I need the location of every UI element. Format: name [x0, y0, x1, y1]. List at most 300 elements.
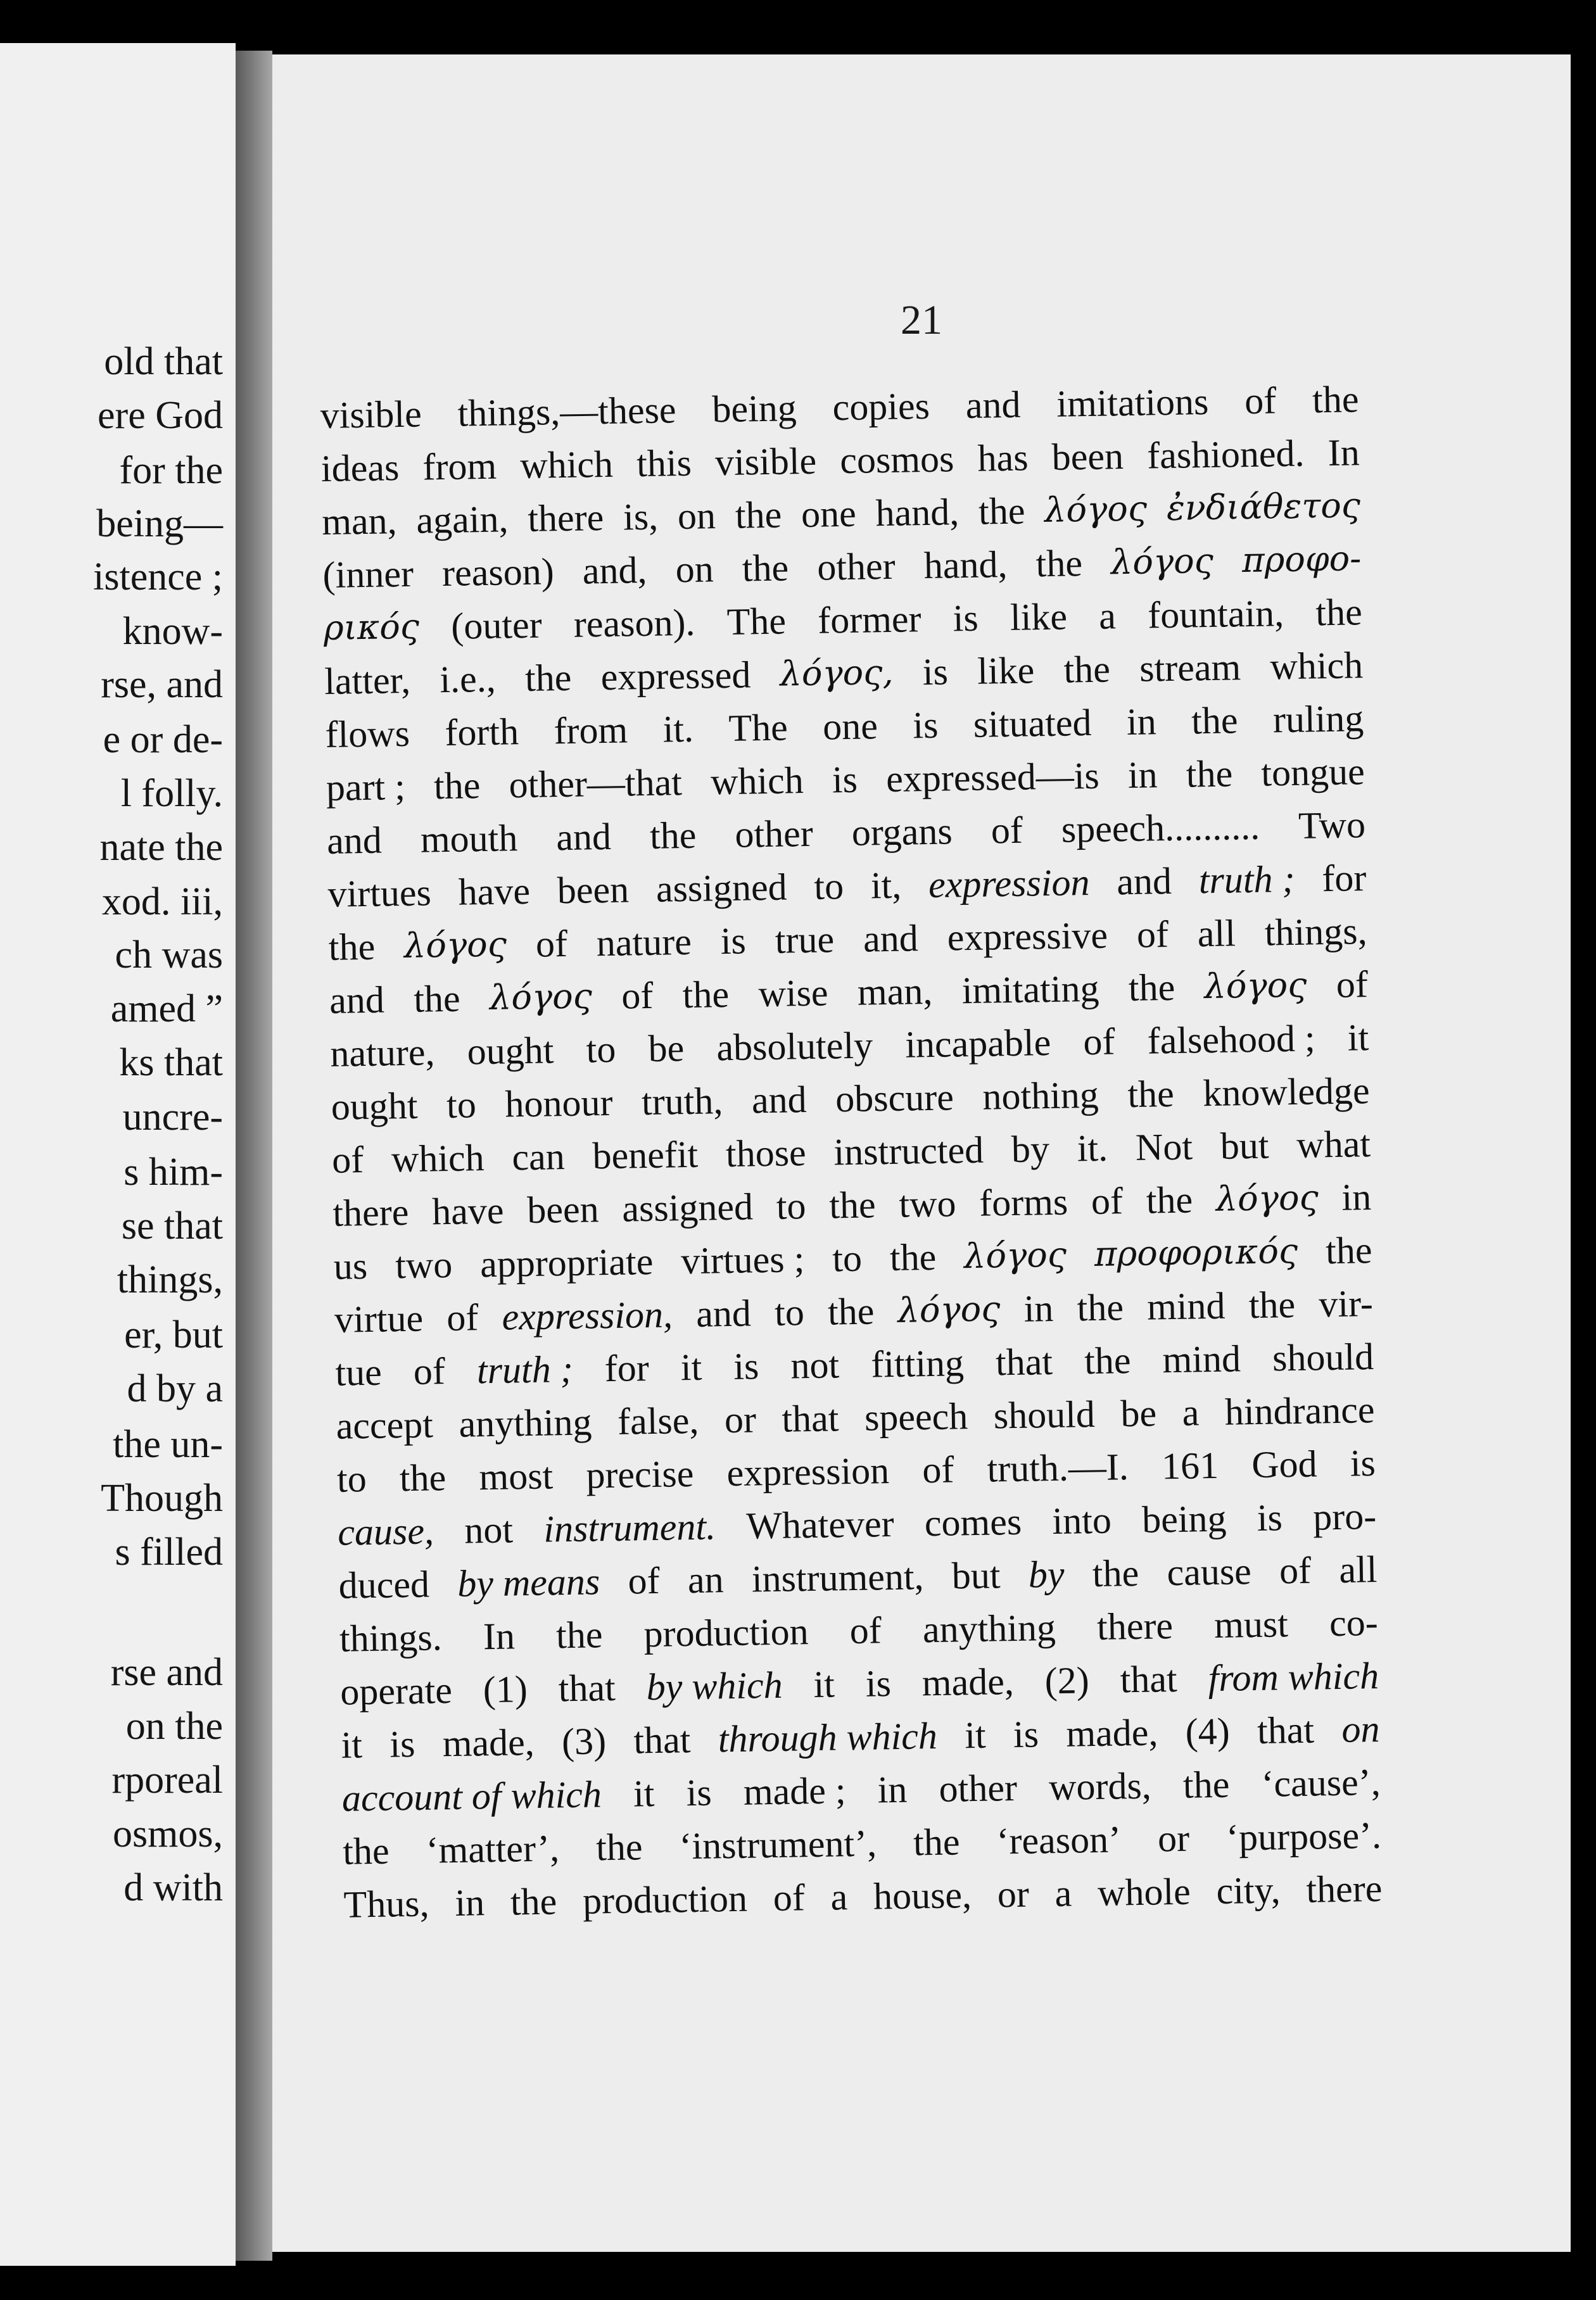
- word: those: [725, 1132, 807, 1175]
- word: of: [331, 1139, 364, 1181]
- left-page-fragment: things,: [117, 1258, 223, 1301]
- word: by which: [646, 1664, 783, 1709]
- left-page: [0, 43, 236, 2266]
- word: expression: [928, 861, 1090, 906]
- word: benefit: [592, 1133, 699, 1177]
- word: comes: [924, 1500, 1022, 1545]
- word: nature,: [329, 1031, 435, 1075]
- word: other: [816, 545, 896, 588]
- word: mouth: [420, 817, 518, 861]
- word: former: [817, 598, 922, 641]
- word: in: [877, 1768, 908, 1811]
- word: (1): [483, 1668, 528, 1711]
- word: Thus,: [343, 1882, 430, 1926]
- word: virtues ;: [680, 1238, 805, 1282]
- left-page-fragment: er, but: [124, 1313, 223, 1356]
- word: the: [595, 1826, 643, 1869]
- word: made,: [442, 1721, 535, 1765]
- word: and: [965, 383, 1021, 426]
- word: been: [557, 868, 630, 912]
- word: (2): [1044, 1659, 1090, 1702]
- word: to: [586, 1028, 616, 1071]
- word: in: [1127, 754, 1158, 797]
- word: of: [1136, 913, 1169, 956]
- word: but: [1220, 1124, 1269, 1167]
- word: man,: [321, 500, 398, 543]
- word: the: [524, 656, 572, 699]
- word: for: [604, 1347, 650, 1390]
- left-page-fragment: on the: [125, 1705, 223, 1748]
- word: ruling: [1272, 697, 1364, 741]
- word: to: [813, 865, 844, 907]
- word: true: [775, 918, 835, 961]
- word: God: [1251, 1443, 1318, 1486]
- word: fitting: [870, 1342, 965, 1386]
- word: the: [1063, 648, 1111, 691]
- word: things,: [1264, 910, 1368, 954]
- word: (inner: [322, 552, 414, 596]
- greek-word: λόγος: [963, 1234, 1067, 1277]
- word: organs: [851, 810, 953, 854]
- word: man,: [857, 970, 933, 1013]
- word: a: [1054, 1872, 1072, 1915]
- word: truth.—I.: [987, 1446, 1129, 1490]
- word: truth ;: [1198, 857, 1295, 902]
- page-number: 21: [901, 297, 942, 343]
- word: to: [446, 1084, 477, 1126]
- word: it,: [870, 864, 902, 907]
- word: in: [454, 1881, 485, 1924]
- word: knowledge: [1202, 1070, 1371, 1115]
- word: operate: [339, 1669, 453, 1713]
- word: is,: [623, 495, 659, 538]
- word: Whatever: [745, 1502, 895, 1547]
- word: this: [636, 441, 692, 485]
- word: truth,: [641, 1080, 723, 1123]
- word: assigned: [656, 866, 788, 910]
- word: by means: [457, 1560, 600, 1605]
- word: is: [1013, 1713, 1039, 1756]
- word: of: [621, 974, 654, 1017]
- word: of: [413, 1350, 446, 1393]
- word: or: [997, 1873, 1030, 1916]
- word: it.: [662, 707, 694, 750]
- left-page-fragment: se that: [121, 1204, 223, 1248]
- word: imitations: [1056, 380, 1209, 425]
- greek-word: λόγος,: [780, 652, 894, 694]
- word: by: [1028, 1553, 1065, 1596]
- word: the: [328, 925, 376, 968]
- left-page-fragment: nate the: [99, 826, 223, 869]
- word: the: [1128, 966, 1175, 1009]
- word: again,: [415, 498, 509, 541]
- left-page-fragment: know-: [122, 610, 223, 653]
- word: whole: [1097, 1870, 1191, 1914]
- word: through which: [718, 1714, 938, 1760]
- word: must: [1213, 1603, 1289, 1646]
- word: instructed: [833, 1128, 984, 1173]
- word: two: [395, 1243, 453, 1287]
- word: the: [1248, 1283, 1296, 1327]
- word: the: [1127, 1072, 1175, 1116]
- word: that: [995, 1341, 1053, 1384]
- word: and: [1116, 859, 1172, 903]
- left-page-fragment: ch was: [115, 933, 223, 976]
- left-page-fragment: rse, and: [101, 663, 223, 706]
- word: truth ;: [476, 1348, 574, 1392]
- word: latter,: [324, 659, 411, 702]
- word: forms: [978, 1180, 1068, 1224]
- word: cause,: [337, 1510, 434, 1553]
- greek-word: λόγος: [1110, 540, 1214, 583]
- word: production: [582, 1877, 748, 1922]
- word: the: [1191, 699, 1238, 742]
- left-page-fragment: ere God: [98, 394, 223, 437]
- word: like: [1010, 595, 1068, 638]
- word: mind: [1162, 1337, 1241, 1381]
- word: honour: [504, 1081, 613, 1125]
- word: from: [553, 709, 628, 752]
- word: in: [1341, 1176, 1372, 1218]
- word: ‘purpose’.: [1226, 1814, 1382, 1859]
- word: from: [422, 445, 497, 488]
- word: appropriate: [479, 1240, 654, 1286]
- left-page-fragment: ks that: [119, 1041, 223, 1084]
- word: is: [922, 650, 949, 693]
- word: and: [695, 1292, 752, 1335]
- word: of: [1279, 1549, 1312, 1592]
- word: the: [742, 547, 789, 590]
- word: not: [464, 1508, 514, 1551]
- word: is: [1350, 1442, 1376, 1484]
- word: speech: [864, 1395, 968, 1439]
- word: the: [399, 1456, 446, 1500]
- word: The: [726, 600, 787, 643]
- word: is: [1257, 1496, 1283, 1539]
- word: of: [922, 1448, 954, 1491]
- word: The: [728, 706, 788, 749]
- word: is: [953, 597, 979, 640]
- word: two: [898, 1182, 956, 1225]
- word: imitating: [961, 967, 1099, 1012]
- word: that: [633, 1719, 691, 1762]
- word: the: [1036, 542, 1083, 585]
- word: reason): [441, 550, 555, 594]
- right-page: [272, 54, 1571, 2252]
- left-page-fragment: l folly.: [120, 772, 223, 815]
- word: the: [828, 1184, 877, 1227]
- word: for: [1321, 857, 1367, 900]
- word: (3): [561, 1720, 607, 1763]
- word: tongue: [1260, 750, 1365, 794]
- word: expression,: [502, 1293, 673, 1338]
- word: the: [649, 814, 697, 857]
- left-page-fragment: s him-: [124, 1151, 223, 1194]
- word: and: [326, 819, 383, 862]
- word: to: [776, 1185, 806, 1227]
- word: of: [991, 809, 1023, 852]
- word: expressive: [947, 914, 1108, 959]
- word: the: [1146, 1178, 1193, 1222]
- word: should: [993, 1393, 1096, 1437]
- left-page-fragment: uncre-: [122, 1096, 223, 1139]
- word: speech..........: [1061, 805, 1260, 850]
- word: been: [526, 1188, 600, 1232]
- word: incapable: [904, 1021, 1051, 1066]
- word: that: [1257, 1709, 1315, 1752]
- word: anything: [458, 1401, 592, 1445]
- word: is: [720, 919, 747, 963]
- word: an: [687, 1558, 725, 1602]
- word: things,—these: [457, 389, 677, 434]
- word: it.: [1077, 1127, 1108, 1170]
- word: have: [458, 869, 531, 913]
- word: be: [648, 1027, 685, 1070]
- word: (4): [1185, 1710, 1231, 1753]
- word: into: [1051, 1499, 1112, 1543]
- left-page-fragment: being—: [96, 502, 223, 545]
- word: fountain,: [1147, 592, 1284, 636]
- word: anything: [922, 1606, 1056, 1651]
- left-page-fragment: istence ;: [93, 555, 223, 598]
- word: and: [329, 978, 385, 1021]
- word: duced: [338, 1563, 430, 1607]
- word: the: [1325, 1229, 1372, 1272]
- word: made,: [1065, 1711, 1158, 1755]
- word: ought: [467, 1029, 554, 1073]
- word: it: [964, 1714, 987, 1757]
- left-page-fragment: osmos,: [113, 1812, 223, 1855]
- word: made,: [922, 1660, 1015, 1704]
- word: is: [389, 1722, 415, 1766]
- word: virtue: [334, 1297, 424, 1341]
- left-page-fragment: d with: [124, 1866, 223, 1909]
- word: ought: [331, 1084, 418, 1128]
- word: the: [735, 493, 782, 536]
- word: ‘cause’,: [1260, 1760, 1381, 1805]
- word: most: [478, 1455, 554, 1498]
- word: in: [1126, 700, 1157, 743]
- word: expression: [726, 1450, 890, 1494]
- word: of: [849, 1609, 882, 1652]
- greek-word: προφορικός: [1094, 1230, 1298, 1274]
- word: and: [751, 1078, 808, 1122]
- word: co-: [1329, 1602, 1379, 1645]
- word: instrument.: [543, 1505, 716, 1550]
- word: there: [527, 496, 604, 540]
- word: visible: [714, 439, 817, 484]
- word: the: [413, 977, 461, 1020]
- word: like: [977, 649, 1035, 692]
- word: 161: [1161, 1444, 1219, 1488]
- word: other: [734, 812, 814, 856]
- left-page-fragment: e or de-: [103, 718, 223, 761]
- word: things.: [339, 1616, 443, 1660]
- word: In: [483, 1615, 516, 1658]
- greek-word: ἐνδιάθετος: [1166, 485, 1361, 529]
- word: reason).: [573, 601, 695, 645]
- word: of: [773, 1876, 806, 1919]
- word: stream: [1139, 646, 1241, 690]
- left-page-fragment: s filled: [115, 1531, 223, 1574]
- left-page-fragment: old that: [104, 340, 223, 383]
- word: hand,: [875, 491, 960, 534]
- word: the: [342, 1829, 390, 1873]
- word: all: [1338, 1548, 1378, 1591]
- word: of: [535, 922, 568, 965]
- left-page-fragment: the un-: [113, 1423, 223, 1466]
- word: to: [336, 1458, 367, 1500]
- word: a: [1182, 1391, 1200, 1434]
- word: being: [711, 387, 797, 431]
- word: tue: [334, 1351, 383, 1394]
- word: other—that: [509, 761, 683, 806]
- word: obscure: [835, 1076, 954, 1120]
- word: that: [1120, 1657, 1178, 1701]
- left-page-fragment: rse and: [110, 1651, 223, 1694]
- left-page-fragment: xod. iii,: [101, 880, 223, 923]
- word: hindrance: [1224, 1389, 1375, 1433]
- word: production: [643, 1610, 809, 1655]
- word: mind: [1146, 1284, 1226, 1328]
- word: part ;: [326, 765, 406, 809]
- word: virtues: [327, 871, 432, 915]
- word: of: [1244, 379, 1277, 422]
- word: have: [431, 1189, 504, 1233]
- word: the: [433, 764, 481, 807]
- word: be: [1120, 1392, 1157, 1435]
- word: visible: [320, 393, 422, 436]
- word: the: [1084, 1339, 1131, 1382]
- word: hand,: [923, 543, 1008, 587]
- word: forth: [444, 711, 519, 754]
- word: from which: [1208, 1654, 1379, 1700]
- word: ‘reason’: [996, 1818, 1122, 1862]
- word: and,: [582, 548, 647, 592]
- word: by: [1011, 1128, 1050, 1170]
- word: Two: [1298, 804, 1366, 847]
- word: which: [391, 1137, 485, 1180]
- word: of: [1082, 1020, 1115, 1063]
- word: ‘instrument’,: [678, 1822, 877, 1867]
- left-page-fragment: for the: [119, 449, 223, 492]
- word: i.e.,: [439, 657, 497, 701]
- word: of: [446, 1296, 479, 1339]
- word: cause: [1166, 1550, 1252, 1594]
- word: In: [1327, 431, 1360, 474]
- word: on: [675, 548, 714, 591]
- word: the: [1182, 1763, 1230, 1806]
- word: not: [790, 1344, 840, 1387]
- word: is: [686, 1771, 712, 1814]
- word: accept: [336, 1403, 434, 1447]
- word: to: [774, 1291, 805, 1334]
- word: other: [939, 1766, 1018, 1810]
- word: ‘matter’,: [426, 1827, 560, 1871]
- word: situated: [973, 701, 1092, 745]
- word: made ;: [743, 1769, 846, 1813]
- word: fashioned.: [1146, 432, 1305, 477]
- word: the: [510, 1880, 557, 1923]
- word: absolutely: [716, 1024, 873, 1069]
- word: being: [1141, 1497, 1227, 1541]
- word: it: [680, 1346, 702, 1389]
- word: assigned: [621, 1185, 754, 1230]
- word: precise: [585, 1452, 694, 1496]
- word: which: [710, 759, 804, 803]
- greek-word: λόγος: [897, 1289, 1001, 1330]
- left-page-fragment: d by a: [127, 1367, 223, 1410]
- word: the: [913, 1821, 960, 1864]
- greek-word: λόγος: [1204, 964, 1307, 1007]
- word: been: [1051, 435, 1124, 478]
- greek-word: προφο-: [1241, 538, 1362, 581]
- word: cosmos: [839, 438, 954, 482]
- word: vir-: [1318, 1282, 1374, 1325]
- word: and: [555, 815, 612, 859]
- word: should: [1272, 1336, 1374, 1379]
- word: ideas: [320, 446, 400, 490]
- word: there: [332, 1191, 409, 1234]
- word: there: [1096, 1605, 1174, 1648]
- word: one: [801, 492, 857, 536]
- greek-word: λόγος: [403, 924, 507, 966]
- word: is: [832, 758, 858, 801]
- word: one: [822, 705, 878, 748]
- word: of: [628, 1559, 661, 1602]
- word: flows: [325, 712, 410, 755]
- book-gutter: [236, 51, 272, 2261]
- word: nature: [596, 920, 692, 964]
- greek-word: λόγος: [1215, 1177, 1319, 1219]
- word: of: [1091, 1180, 1124, 1223]
- word: the: [682, 973, 730, 1016]
- word: all: [1197, 912, 1236, 955]
- left-page-fragment: rporeal: [111, 1759, 223, 1802]
- word: the: [827, 1290, 875, 1333]
- word: it: [341, 1724, 363, 1766]
- word: and: [863, 917, 919, 960]
- greek-word: λόγος: [1044, 488, 1148, 531]
- word: city,: [1216, 1869, 1281, 1912]
- word: of: [1336, 963, 1369, 1006]
- left-page-fragment: amed ”: [110, 987, 223, 1030]
- word: a: [1098, 595, 1117, 637]
- word: it: [633, 1772, 655, 1815]
- word: expressed: [600, 654, 751, 698]
- word: on: [677, 495, 716, 538]
- word: words,: [1048, 1764, 1152, 1809]
- left-page-fragment: Though: [101, 1477, 223, 1520]
- word: (outer: [450, 603, 543, 647]
- word: is: [912, 704, 939, 747]
- word: the: [1092, 1551, 1139, 1595]
- word: false,: [617, 1399, 699, 1443]
- greek-word: λόγος: [489, 976, 593, 1018]
- word: which: [1269, 644, 1364, 688]
- word: or: [1157, 1817, 1190, 1860]
- word: us: [333, 1244, 368, 1287]
- word: the: [889, 1235, 937, 1279]
- word: the: [555, 1614, 603, 1657]
- word: is: [733, 1345, 759, 1387]
- word: nothing: [982, 1073, 1099, 1118]
- word: falsehood ;: [1147, 1017, 1316, 1062]
- word: in: [1023, 1287, 1054, 1330]
- word: Not: [1135, 1125, 1193, 1168]
- word: can: [511, 1135, 566, 1178]
- word: there: [1305, 1867, 1383, 1911]
